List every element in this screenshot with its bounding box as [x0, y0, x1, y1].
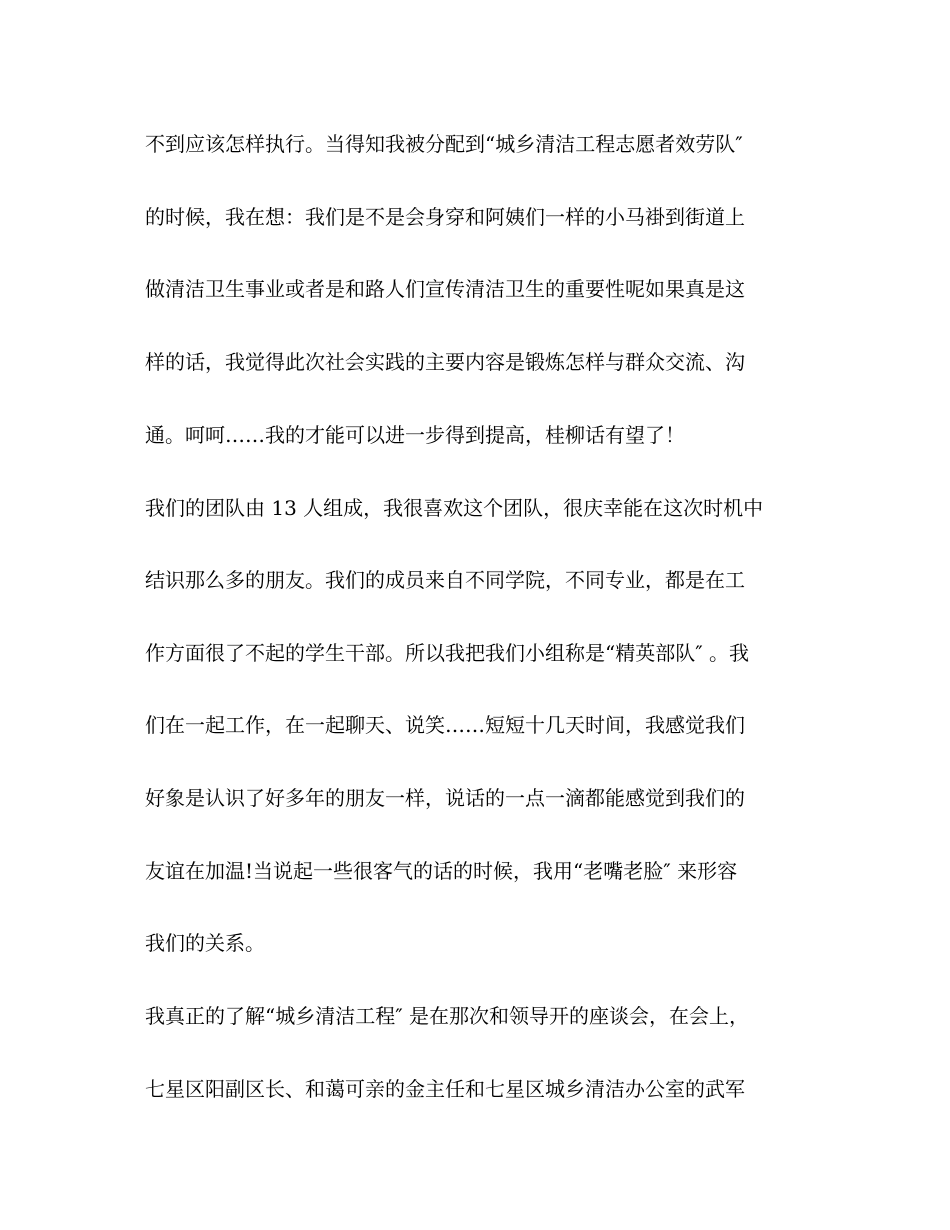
text-line-1: 不到应该怎样执行。当得知我被分配到“城乡清洁工程志愿者效劳队″	[145, 132, 743, 156]
text-line-10: 好象是认识了好多年的朋友一样，说话的一点一滴都能感觉到我们的	[145, 786, 745, 810]
text-line-12: 我们的关系。	[145, 931, 265, 955]
text-line-6: 我们的团队由 13 人组成，我很喜欢这个团队，很庆幸能在这次时机中	[145, 496, 764, 520]
text-line-5: 通。呵呵……我的才能可以进一步得到提高，桂柳话有望了！	[145, 423, 685, 447]
text-line-13: 我真正的了解“城乡清洁工程″ 是在那次和领导开的座谈会，在会上，	[145, 1004, 750, 1028]
text-line-11: 友谊在加温!当说起一些很客气的话的时候，我用“老嘴老脸″ 来形容	[145, 859, 738, 883]
text-line-8: 作方面很了不起的学生干部。所以我把我们小组称是“精英部队″ 。我	[145, 641, 750, 665]
text-line-4: 样的话，我觉得此次社会实践的主要内容是锻炼怎样与群众交流、沟	[145, 350, 745, 374]
text-line-14: 七星区阳副区长、和蔼可亲的金主任和七星区城乡清洁办公室的武军	[145, 1077, 745, 1101]
text-line-9: 们在一起工作，在一起聊天、说笑……短短十几天时间，我感觉我们	[145, 713, 745, 737]
text-line-3: 做清洁卫生事业或者是和路人们宣传清洁卫生的重要性呢如果真是这	[145, 277, 745, 301]
text-line-2: 的时候，我在想：我们是不是会身穿和阿姨们一样的小马褂到街道上	[145, 205, 745, 229]
text-line-7: 结识那么多的朋友。我们的成员来自不同学院，不同专业，都是在工	[145, 568, 745, 592]
